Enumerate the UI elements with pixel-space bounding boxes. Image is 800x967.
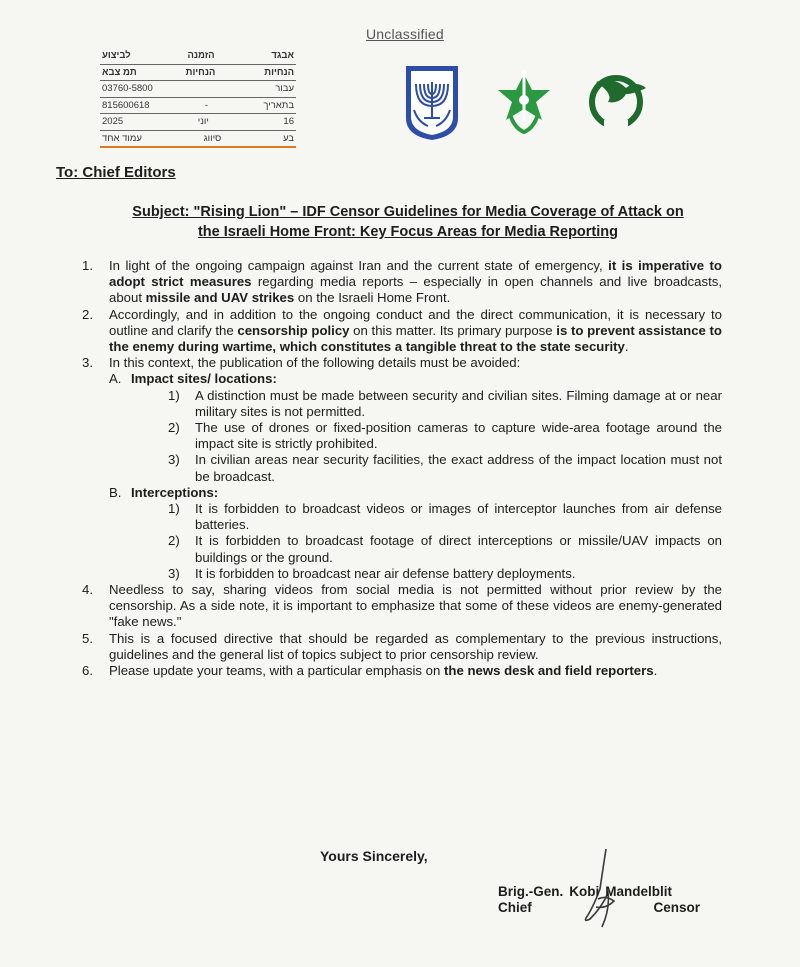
numbered-item: 1. In light of the ongoing campaign against Iran and the current state of emergency, it is imperative to adopt strict measures regarding media reports – especially in open channels and live broadcasts, about missile and UAV strikes on the Israeli Home Front. (82, 258, 722, 306)
subject-heading: Subject: "Rising Lion" – IDF Censor Guidelines for Media Coverage of Attack on the Israeli Home Front: Key Focus Areas for Media Reporting (132, 204, 684, 240)
signature-block: Brig.-Gen. Kobi Mandelblit Chief Censor (498, 884, 700, 915)
list-item: 3) It is forbidden to broadcast near air defense battery deployments. (168, 565, 576, 581)
censor-dove-icon (584, 62, 648, 142)
list-item: 1) It is forbidden to broadcast videos or images of interceptor launches from air defense batteries. (168, 501, 722, 533)
closing-salutation: Yours Sincerely, (320, 848, 428, 864)
header-row: בתאריך - 815600618 (100, 98, 296, 115)
header-reference-table (100, 48, 296, 148)
section-heading: B. Interceptions: (109, 484, 219, 500)
section-list (168, 501, 722, 582)
section-list (168, 388, 722, 485)
document-body (82, 258, 722, 679)
list-item: 1) A distinction must be made between security and civilian sites. Filming damage at or near military sites is not permitted. (168, 387, 722, 419)
section-heading: A. Impact sites/ locations: (109, 371, 277, 387)
header-row: בע סיווג עמוד אחד (100, 131, 296, 149)
classification-marking: Unclassified (366, 26, 444, 42)
list-item: 2) It is forbidden to broadcast footage of direct interceptions or missile/UAV impacts on buildings or the ground. (168, 533, 722, 565)
list-item: 3) In civilian areas near security facilities, the exact address of the impact location must not be broadcast. (168, 452, 722, 484)
idf-emblem-icon (492, 62, 556, 142)
recipient-line: To: Chief Editors (56, 164, 176, 181)
state-emblem-icon (400, 62, 464, 142)
numbered-item: 6. Please update your teams, with a particular emphasis on the news desk and field reporters. (82, 663, 658, 679)
numbered-item: 3. In this context, the publication of the following details must be avoided: (82, 355, 521, 371)
header-row: עבור 03760-5800 (100, 81, 296, 98)
numbered-item: 2. Accordingly, and in addition to the ongoing conduct and the direct communication, it is necessary to outline and clarify the censorship policy on this matter. Its primary purpose is to prevent assistance to the enemy during wartime, which constitutes a tangible threat to the state security. (82, 306, 722, 355)
numbered-item: 5. This is a focused directive that should be regarded as complementary to the previous instructions, guidelines and the general list of topics subject to prior censorship review. (82, 630, 722, 662)
header-row: אבגד הזמנה לביצוע (100, 48, 296, 65)
header-row: הנחיות הנחיות תמ צבא (100, 65, 296, 82)
list-item: 2) The use of drones or fixed-position cameras to capture wide-area footage around the impact site is strictly prohibited. (168, 420, 722, 452)
numbered-item: 4. Needless to say, sharing videos from social media is not permitted without prior review by the censorship. As a side note, it is important to emphasize that some of these videos are enemy-generated "fake news." (82, 582, 722, 630)
header-row: 16 יוני 2025 (100, 114, 296, 131)
logo-row (400, 62, 648, 142)
